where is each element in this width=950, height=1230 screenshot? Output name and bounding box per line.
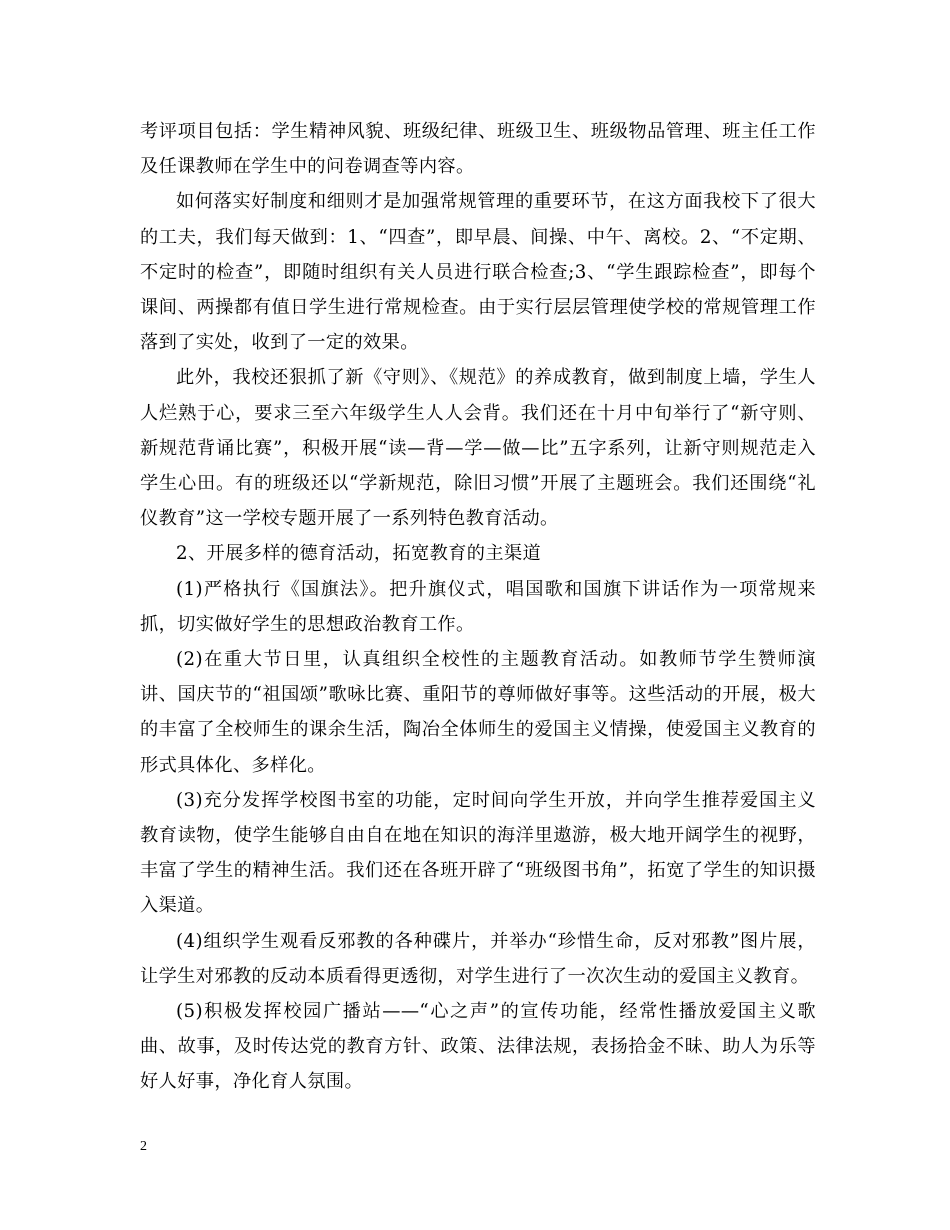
paragraph: 考评项目包括：学生精神风貌、班级纪律、班级卫生、班级物品管理、班主任工作及任课教师在学生中的问卷调查等内容。 xyxy=(140,121,816,178)
paragraph: 此外，我校还狠抓了新《守则》、《规范》的养成教育，做到制度上墙，学生人人烂熟于心，要求三至六年级学生人人会背。我们还在十月中旬举行了“新守则、新规范背诵比赛”，积极开展“读—背—学—做—比”五字系列，让新守则规范走入学生心田。有的班级还以“学新规范，除旧习惯”开展了主题班会。我们还围绕“礼仪教育”这一学校专题开展了一系列特色教育活动。 xyxy=(140,367,816,530)
paragraph: 如何落实好制度和细则才是加强常规管理的重要环节，在这方面我校下了很大的工夫，我们每天做到：1、“四查”，即早晨、间操、中午、离校。2、“不定期、不定时的检查”，即随时组织有关人员进行联合检查;3、“学生跟踪检查”，即每个课间、两操都有值日学生进行常规检查。由于实行层层管理使学校的常规管理工作落到了实处，收到了一定的效果。 xyxy=(140,191,816,354)
paragraph: (4)组织学生观看反邪教的各种碟片，并举办“珍惜生命，反对邪教”图片展，让学生对邪教的反动本质看得更透彻，对学生进行了一次次生动的爱国主义教育。 xyxy=(140,930,816,987)
paragraph: (3)充分发挥学校图书室的功能，定时间向学生开放，并向学生推荐爱国主义教育读物，使学生能够自由自在地在知识的海洋里遨游，极大地开阔学生的视野，丰富了学生的精神生活。我们还在各班开辟了“班级图书角”，拓宽了学生的知识摄入渠道。 xyxy=(140,789,816,917)
paragraph: (1)严格执行《国旗法》。把升旗仪式，唱国歌和国旗下讲话作为一项常规来抓，切实做好学生的思想政治教育工作。 xyxy=(140,578,816,635)
paragraph: (2)在重大节日里，认真组织全校性的主题教育活动。如教师节学生赞师演讲、国庆节的“祖国颂”歌咏比赛、重阳节的尊师做好事等。这些活动的开展，极大的丰富了全校师生的课余生活，陶冶全体师生的爱国主义情操，使爱国主义教育的形式具体化、多样化。 xyxy=(140,649,816,776)
section-heading: 2、开展多样的德育活动，拓宽教育的主渠道 xyxy=(176,543,542,565)
paragraph: (5)积极发挥校园广播站——“心之声”的宣传功能，经常性播放爱国主义歌曲、故事，及时传达党的教育方针、政策、法律法规，表扬拾金不昧、助人为乐等好人好事，净化育人氛围。 xyxy=(140,1001,816,1093)
document-body xyxy=(140,114,816,1100)
page-number: 2 xyxy=(140,1139,147,1154)
